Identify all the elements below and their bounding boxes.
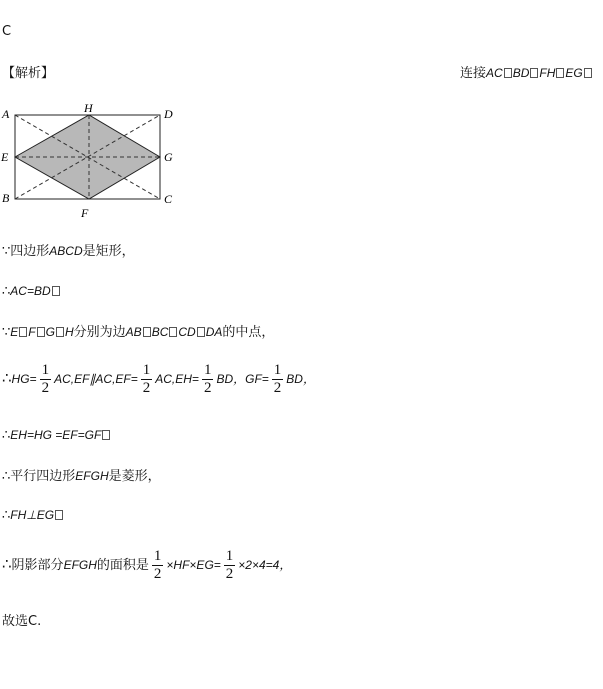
step-text: 的中点， (222, 325, 275, 340)
step-text: 是矩形， (82, 244, 135, 259)
geometry-figure (0, 104, 190, 220)
because-symbol: ∵ (2, 244, 11, 259)
step-var: FH⊥EG (10, 508, 55, 522)
step-text: 阴影部分 (11, 558, 64, 573)
therefore-symbol: ∴ (2, 369, 12, 387)
unknown-glyph-box (504, 68, 512, 78)
unknown-glyph-box (530, 68, 538, 78)
step-var: BD，GF= (216, 372, 269, 386)
unknown-glyph-box (56, 327, 64, 337)
step-var: AC,EH= (155, 372, 199, 386)
therefore-symbol: ∴ (2, 508, 11, 523)
step-var: ×2×4=4， (238, 558, 292, 572)
answer-letter: C (2, 24, 12, 39)
side-label: CD (178, 325, 196, 339)
step-diagonals-equal (2, 284, 61, 299)
fraction-numerator: 1 (273, 362, 282, 378)
fraction-denominator: 2 (273, 380, 282, 396)
connect-note (460, 62, 593, 81)
fraction-one-half (272, 362, 284, 397)
fraction-numerator: 1 (41, 362, 50, 378)
unknown-glyph-box (143, 327, 151, 337)
point-label: H (64, 325, 74, 339)
fraction-one-half (224, 548, 236, 583)
unknown-glyph-box (169, 327, 177, 337)
unknown-glyph-box (102, 430, 110, 440)
step-rhombus (2, 465, 161, 484)
unknown-glyph-box (584, 68, 592, 78)
side-label: BC (151, 325, 169, 339)
step-midline-lengths (2, 362, 315, 397)
step-perpendicular (2, 508, 64, 523)
therefore-symbol: ∴ (2, 469, 11, 484)
final-answer: 故选C. (2, 614, 42, 629)
point-label: G (45, 325, 55, 339)
step-var: ×HF×EG= (166, 558, 221, 572)
therefore-symbol: ∴ (2, 284, 11, 299)
fraction-one-half (202, 362, 214, 397)
fraction-numerator: 1 (142, 362, 151, 378)
fraction-numerator: 1 (153, 548, 162, 564)
unknown-glyph-box (19, 327, 27, 337)
unknown-glyph-box (37, 327, 45, 337)
segment-label: FH (539, 66, 556, 80)
midpoint-label-f: F (81, 206, 89, 220)
fraction-denominator: 2 (142, 380, 151, 396)
midpoint-label-e: E (1, 150, 9, 164)
fraction-numerator: 1 (203, 362, 212, 378)
therefore-symbol: ∴ (2, 555, 12, 573)
step-var: HG= (11, 372, 37, 386)
side-label: DA (205, 325, 223, 339)
fraction-denominator: 2 (203, 380, 212, 396)
unknown-glyph-box (55, 510, 63, 520)
vertex-label-b: B (2, 191, 10, 205)
vertex-label-d: D (164, 107, 173, 121)
step-var: EFGH (63, 558, 97, 572)
step-text: 是菱形， (108, 469, 161, 484)
segment-label: BD (512, 66, 530, 80)
segment-label: AC (486, 66, 503, 80)
step-text: 四边形 (10, 244, 50, 259)
fraction-one-half (40, 362, 52, 397)
step-var: BD， (286, 372, 315, 386)
step-var: ABCD (49, 244, 83, 258)
fraction-denominator: 2 (225, 566, 234, 582)
vertex-label-a: A (2, 107, 10, 121)
fraction-denominator: 2 (41, 380, 50, 396)
unknown-glyph-box (52, 286, 60, 296)
analysis-heading: 【解析】 (2, 66, 55, 81)
midpoint-label-g: G (164, 150, 173, 164)
step-sides-equal (2, 428, 111, 443)
step-var: AC,EF∥AC,EF= (54, 372, 138, 386)
fraction-one-half (152, 548, 164, 583)
fraction-denominator: 2 (153, 566, 162, 582)
point-label: F (28, 325, 36, 339)
step-var: EFGH (75, 469, 109, 483)
vertex-label-c: C (164, 192, 173, 206)
step-var: EH=HG =EF=GF (10, 428, 102, 442)
step-text: 的面积是 (96, 558, 149, 573)
because-symbol: ∵ (2, 325, 11, 340)
step-area (2, 548, 291, 583)
segment-label: EG (565, 66, 583, 80)
unknown-glyph-box (556, 68, 564, 78)
step-var: AC=BD (10, 284, 51, 298)
step-midpoints (2, 321, 274, 340)
step-rectangle (2, 240, 135, 259)
midpoint-label-h: H (84, 104, 93, 115)
step-text: 平行四边形 (10, 469, 76, 484)
unknown-glyph-box (197, 327, 205, 337)
connect-note-prefix: 连接 (460, 66, 487, 81)
point-label: E (10, 325, 19, 339)
step-text: 分别为边 (73, 325, 126, 340)
side-label: AB (125, 325, 142, 339)
fraction-one-half (141, 362, 153, 397)
therefore-symbol: ∴ (2, 428, 11, 443)
fraction-numerator: 1 (225, 548, 234, 564)
